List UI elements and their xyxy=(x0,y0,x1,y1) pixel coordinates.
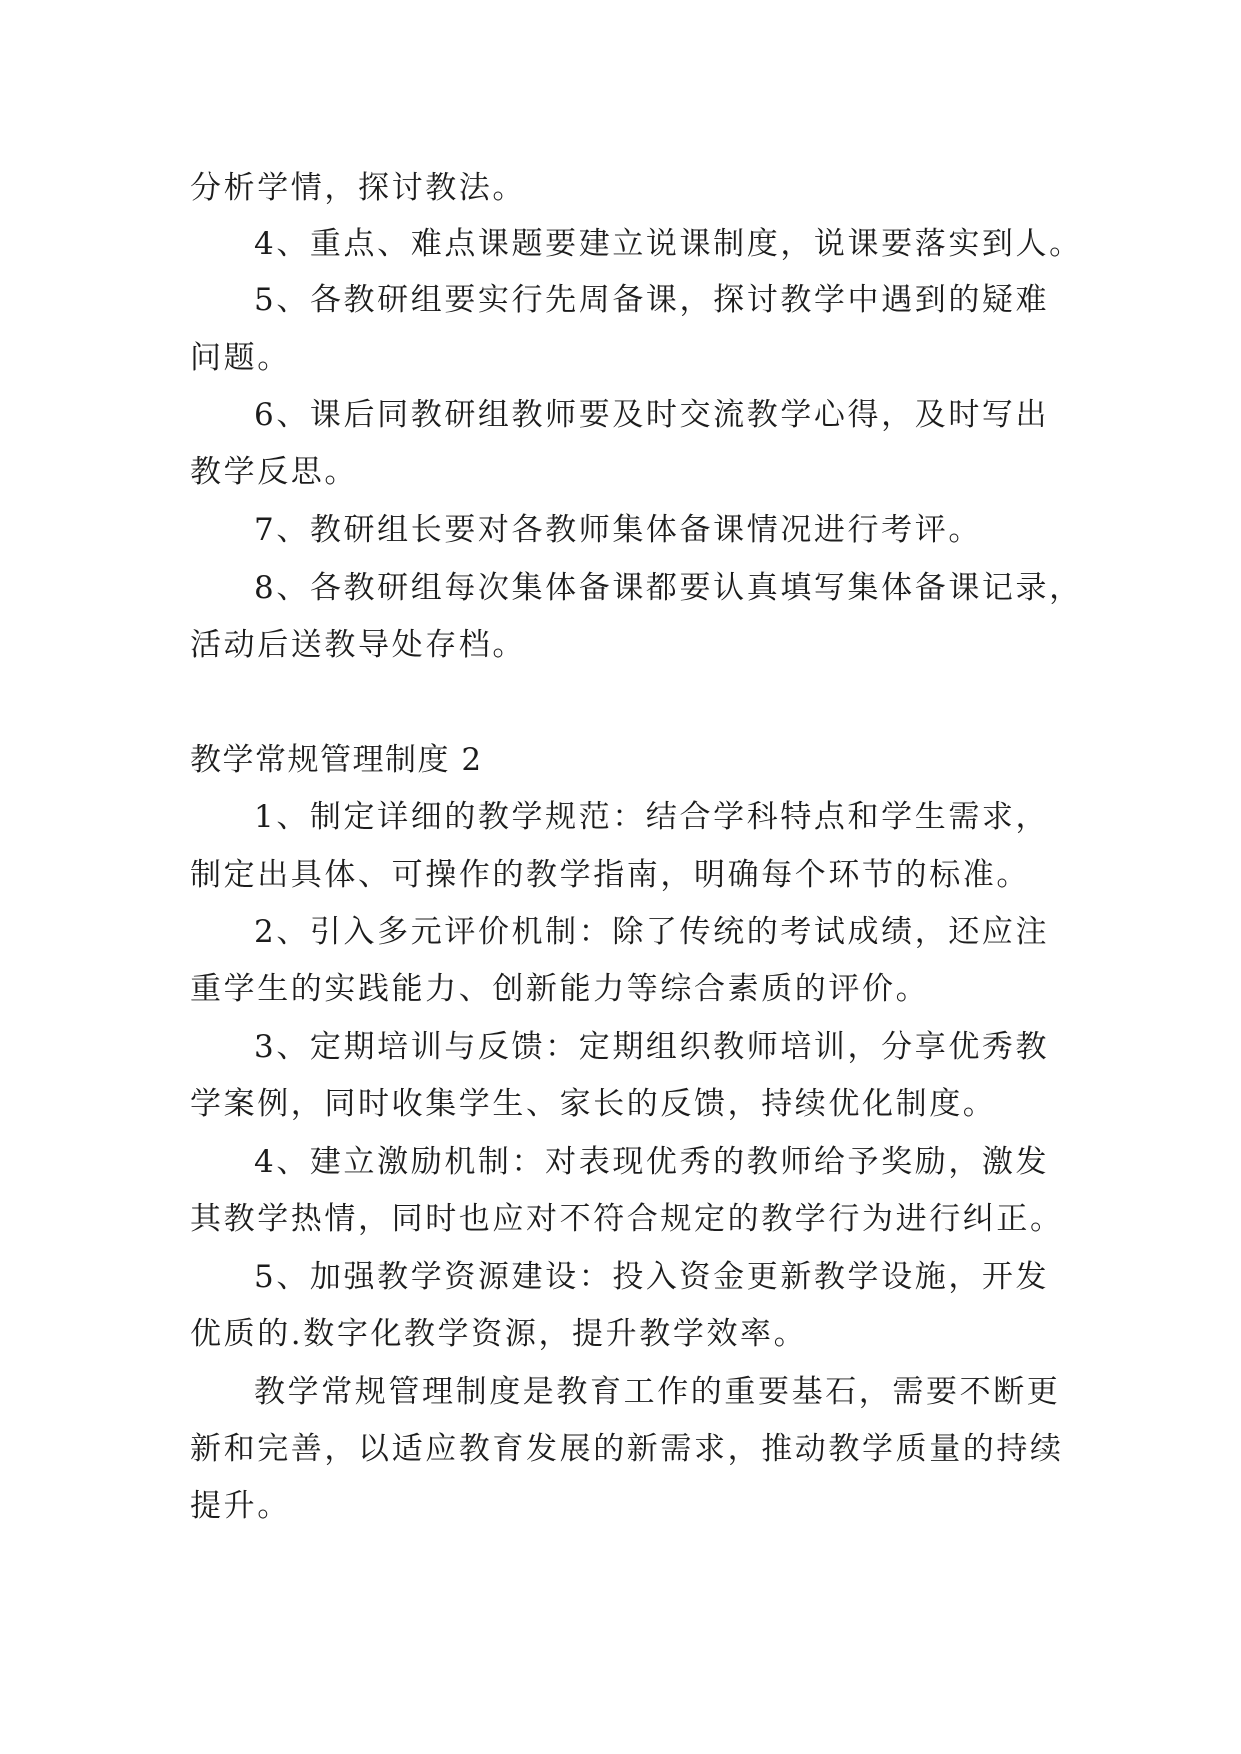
paragraph-line: 1、制定详细的教学规范：结合学科特点和学生需求， xyxy=(254,799,1050,835)
paragraph-line: 活动后送教导处存档。 xyxy=(190,627,526,663)
paragraph-line: 学案例，同时收集学生、家长的反馈，持续优化制度。 xyxy=(190,1086,997,1122)
paragraph-line: 分析学情，探讨教法。 xyxy=(190,170,526,206)
paragraph-line: 优质的.数字化教学资源，提升教学效率。 xyxy=(190,1316,808,1352)
paragraph-line: 重学生的实践能力、创新能力等综合素质的评价。 xyxy=(190,971,930,1007)
paragraph-line: 问题。 xyxy=(190,340,291,376)
section-heading: 教学常规管理制度 2 xyxy=(190,742,483,778)
paragraph-line: 2、引入多元评价机制：除了传统的考试成绩，还应注 xyxy=(254,914,1050,950)
paragraph-line: 7、教研组长要对各教师集体备课情况进行考评。 xyxy=(254,512,982,548)
paragraph-line: 3、定期培训与反馈：定期组织教师培训，分享优秀教 xyxy=(254,1029,1050,1065)
paragraph-line: 教学反思。 xyxy=(190,454,358,490)
paragraph-line: 5、加强教学资源建设：投入资金更新教学设施，开发 xyxy=(254,1259,1050,1295)
paragraph-line: 制定出具体、可操作的教学指南，明确每个环节的标准。 xyxy=(190,857,1030,893)
paragraph-line: 教学常规管理制度是教育工作的重要基石，需要不断更 xyxy=(254,1374,1061,1410)
paragraph-line: 8、各教研组每次集体备课都要认真填写集体备课记录， xyxy=(254,570,1083,606)
paragraph-line: 6、课后同教研组教师要及时交流教学心得，及时写出 xyxy=(254,397,1050,433)
paragraph-line: 其教学热情，同时也应对不符合规定的教学行为进行纠正。 xyxy=(190,1201,1064,1237)
paragraph-line: 5、各教研组要实行先周备课，探讨教学中遇到的疑难 xyxy=(254,282,1050,318)
paragraph-line: 新和完善，以适应教育发展的新需求，推动教学质量的持续 xyxy=(190,1431,1064,1467)
paragraph-line: 提升。 xyxy=(190,1488,291,1524)
paragraph-line: 4、重点、难点课题要建立说课制度，说课要落实到人。 xyxy=(254,226,1083,262)
paragraph-line: 4、建立激励机制：对表现优秀的教师给予奖励，激发 xyxy=(254,1144,1050,1180)
